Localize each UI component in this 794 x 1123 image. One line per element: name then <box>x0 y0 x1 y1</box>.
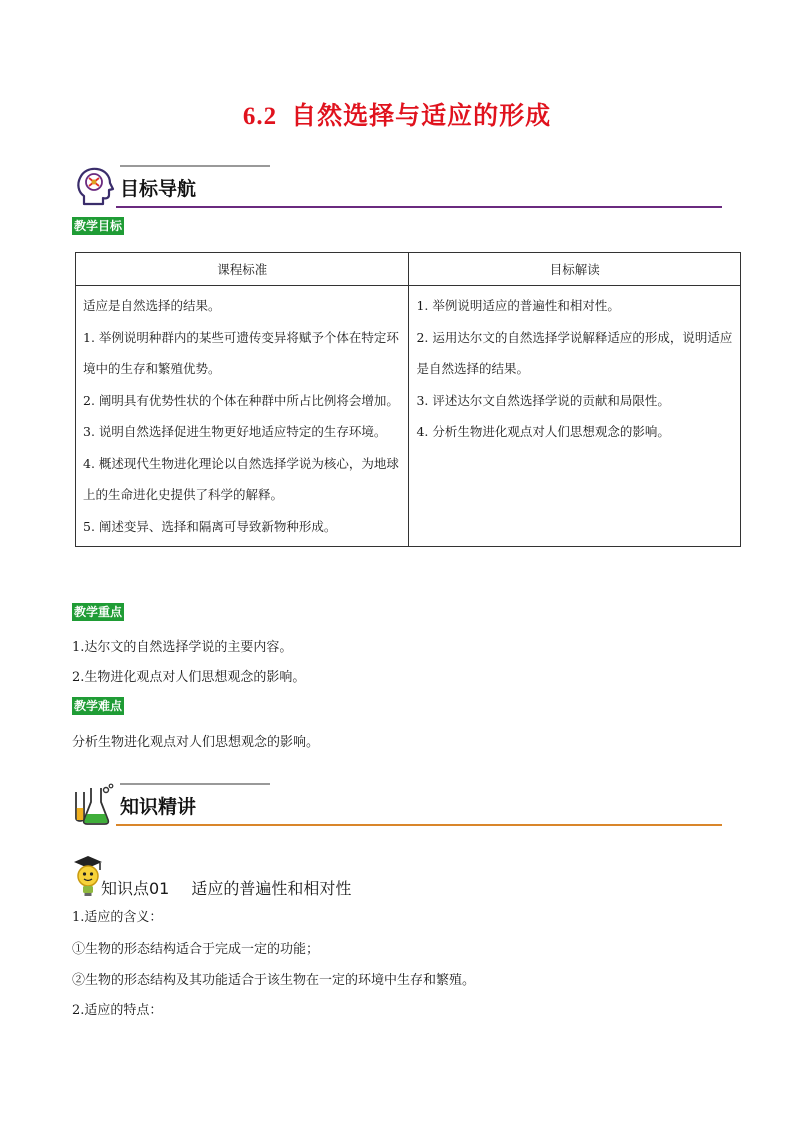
content-heading: 1.适应的含义： <box>72 910 163 925</box>
list-item: 3. 评述达尔文自然选择学说的贡献和局限性。 <box>416 392 670 408</box>
tag-key-points: 教学重点 <box>74 605 123 619</box>
section-underline <box>116 824 722 826</box>
list-item: 1. 举例说明种群内的某些可遗传变异将赋予个体在特定环境中的生存和繁殖优势。 <box>83 329 399 376</box>
knowledge-point-number: 知识点01 <box>101 879 170 898</box>
knowledge-point-title: 适应的普遍性和相对性 <box>191 879 352 898</box>
header-goal-interpretation: 目标解读 <box>409 253 741 286</box>
goal-interpretation-cell <box>409 286 741 547</box>
section-top-rule <box>120 165 270 167</box>
header-course-standard: 课程标准 <box>76 253 409 286</box>
title-number: 6.2 <box>242 103 278 130</box>
section-header-goals <box>72 164 722 208</box>
table-header-row <box>76 253 741 286</box>
list-item: 适应是自然选择的结果。 <box>83 298 221 313</box>
section-title: 知识精讲 <box>120 796 197 818</box>
section-title: 目标导航 <box>120 178 197 200</box>
table-row <box>76 286 741 547</box>
content-heading: 2.适应的特点： <box>72 1003 163 1018</box>
list-item: 2. 阐明具有优势性状的个体在种群中所占比例将会增加。 <box>83 392 399 408</box>
list-item: 2. 运用达尔文的自然选择学说解释适应的形成，说明适应是自然选择的结果。 <box>416 329 733 376</box>
brain-head-icon <box>72 164 116 208</box>
difficulty-item: 分析生物进化观点对人们思想观念的影响。 <box>72 735 320 750</box>
content-paragraph: ①生物的形态结构适合于完成一定的功能； <box>72 942 320 957</box>
list-item: 1. 举例说明适应的普遍性和相对性。 <box>416 298 620 313</box>
goals-table <box>75 252 741 547</box>
list-item: 5. 阐述变异、选择和隔离可导致新物种形成。 <box>83 518 337 534</box>
tag-difficulties: 教学难点 <box>74 699 123 713</box>
page-title <box>0 96 794 132</box>
list-item: 3. 说明自然选择促进生物更好地适应特定的生存环境。 <box>83 424 387 439</box>
section-underline <box>116 206 722 208</box>
section-header-knowledge <box>72 782 722 826</box>
knowledge-point-label <box>101 876 351 899</box>
lab-flask-icon <box>72 782 116 826</box>
section-top-rule <box>120 783 270 785</box>
tag-objectives: 教学目标 <box>74 219 123 233</box>
content-paragraph: ②生物的形态结构及其功能适合于该生物在一定的环境中生存和繁殖。 <box>72 973 476 988</box>
knowledge-point-heading <box>70 854 470 900</box>
list-item: 4. 分析生物进化观点对人们思想观念的影响。 <box>416 424 670 439</box>
list-item: 4. 概述现代生物进化理论以自然选择学说为核心，为地球上的生命进化史提供了科学的解释。 <box>83 455 399 502</box>
key-point-item: 1.达尔文的自然选择学说的主要内容。 <box>72 640 293 655</box>
title-text: 自然选择与适应的形成 <box>291 101 552 130</box>
course-standard-cell <box>76 286 409 547</box>
key-point-item: 2.生物进化观点对人们思想观念的影响。 <box>72 670 306 685</box>
